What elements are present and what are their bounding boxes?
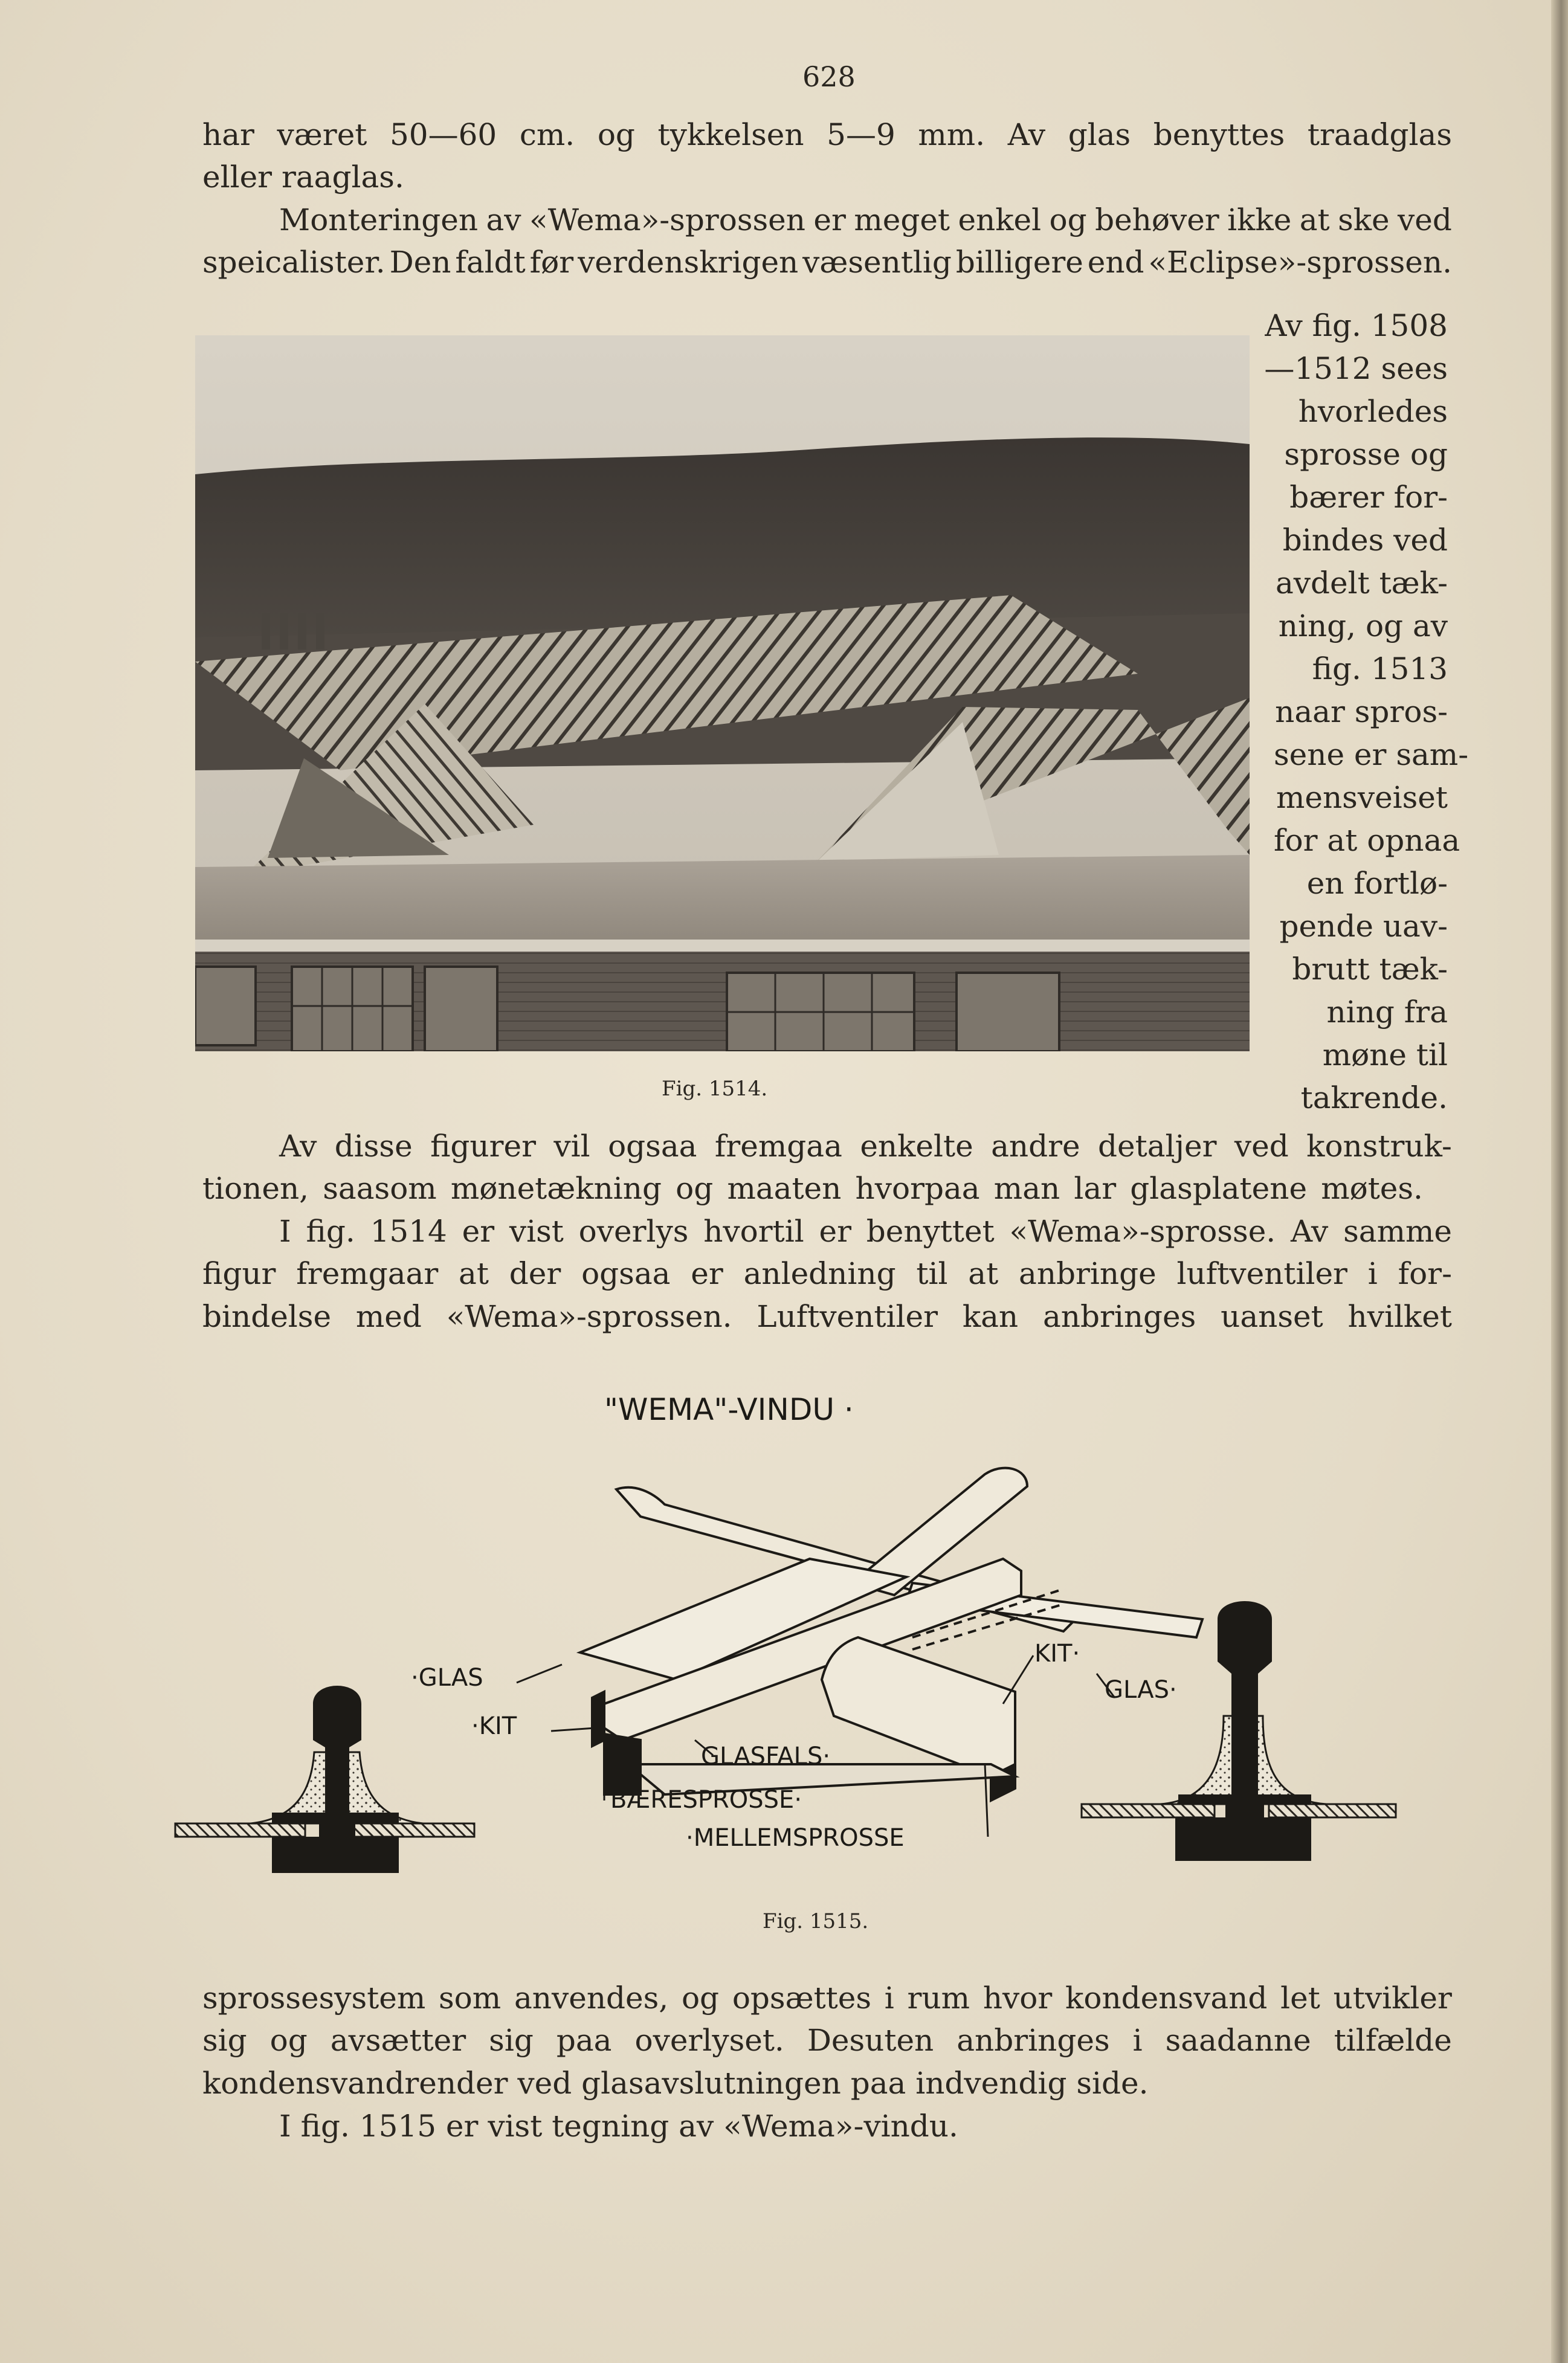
sidebar-line: brutt tæk- [1292, 952, 1448, 987]
word: lar [1074, 1171, 1117, 1206]
word: anledning [743, 1256, 896, 1291]
text-line [202, 1252, 1452, 1295]
word: anbringes [957, 2023, 1110, 2058]
word: sig [202, 2023, 247, 2058]
word: at [968, 1256, 999, 1291]
label-kit-right: KIT· [1034, 1640, 1080, 1668]
sidebar-line: for at opnaa [1274, 823, 1460, 858]
word: kan [962, 1299, 1019, 1334]
word: ogsaa [581, 1256, 671, 1291]
word: andre [991, 1129, 1080, 1164]
word: luftventiler [1176, 1256, 1347, 1291]
word: anbringes [1042, 1299, 1196, 1334]
word: fremgaa [714, 1129, 842, 1164]
cross-section-right [1082, 1601, 1396, 1861]
word: samme [1343, 1214, 1452, 1249]
text-line [279, 199, 1452, 241]
word: «Wema»-sprossen [529, 202, 805, 237]
sidebar-line: mensveiset [1276, 780, 1448, 815]
word: mønetækning [450, 1171, 662, 1206]
word: med [355, 1299, 422, 1334]
word: for- [1398, 1256, 1452, 1291]
word: faldt [455, 245, 526, 280]
sidebar-line: ning fra [1326, 995, 1448, 1030]
word: til [916, 1256, 948, 1291]
word: Av [1007, 117, 1046, 152]
text-line [202, 1167, 1423, 1210]
sidebar-line: —1512 sees [1264, 351, 1448, 386]
word: før [529, 245, 574, 280]
word: Av [1290, 1214, 1329, 1249]
word: traadglas [1307, 117, 1452, 152]
word: som [439, 1981, 502, 2016]
word: er [819, 1214, 852, 1249]
label-kit-left: ·KIT [471, 1712, 517, 1740]
word: saadanne [1165, 2023, 1311, 2058]
word: bindelse [202, 1299, 332, 1334]
word: sig [489, 2023, 534, 2058]
word: er [813, 202, 846, 237]
word: 1514 [370, 1214, 447, 1249]
sidebar-line: Av fig. 1508 [1265, 308, 1448, 343]
word: enkel [958, 202, 1042, 237]
word: Av [279, 1129, 317, 1164]
word: man [993, 1171, 1060, 1206]
word: at [459, 1256, 489, 1291]
word: billigere [955, 245, 1083, 280]
word: opsættes [732, 1981, 872, 2016]
word: i [1132, 2023, 1143, 2058]
word: og [597, 117, 635, 152]
word: ogsaa [608, 1129, 697, 1164]
word: Luftventiler [757, 1299, 938, 1334]
word: I [279, 1214, 291, 1249]
word: figur [202, 1256, 276, 1291]
word: end [1087, 245, 1144, 280]
word: ved [1398, 202, 1452, 237]
word: disse [334, 1129, 413, 1164]
sidebar-line: takrende. [1300, 1080, 1448, 1115]
text-line [279, 1210, 1452, 1252]
word: Desuten [807, 2023, 934, 2058]
word: fig. [306, 1214, 355, 1249]
word: ikke [1227, 202, 1292, 237]
label-glas-right: GLAS· [1105, 1676, 1177, 1704]
word: meget [854, 202, 950, 237]
word: glas [1068, 117, 1131, 152]
word: vil [553, 1129, 590, 1164]
word: været [277, 117, 367, 152]
word: er [691, 1256, 723, 1291]
text-line [202, 114, 1452, 156]
word: hvilket [1347, 1299, 1452, 1334]
word: «Wema»-sprosse. [1009, 1214, 1276, 1249]
text-line: eller raaglas. [202, 160, 404, 195]
cross-section-left [175, 1686, 474, 1873]
sidebar-line: bindes ved [1282, 523, 1448, 558]
label-baeresprosse: BÆRESPROSSE· [610, 1786, 802, 1814]
sidebar-line: fig. 1513 [1312, 651, 1448, 686]
sidebar-line: møne til [1322, 1037, 1448, 1072]
fig-1514-photo [195, 335, 1250, 1051]
word: behøver [1095, 202, 1219, 237]
word: fremgaar [296, 1256, 439, 1291]
word: at [1299, 202, 1330, 237]
text-line [279, 1125, 1452, 1167]
word: avsætter [330, 2023, 466, 2058]
text-line [202, 241, 1452, 283]
word: tilfælde [1334, 2023, 1452, 2058]
word: Den [389, 245, 451, 280]
word: utvikler [1333, 1981, 1452, 2016]
word: er [462, 1214, 495, 1249]
word: konstruk- [1306, 1129, 1452, 1164]
word: ved [1234, 1129, 1289, 1164]
word: væsentlig [802, 245, 952, 280]
text-line [202, 2019, 1452, 2062]
word: tionen, [202, 1171, 309, 1206]
word: detaljer [1098, 1129, 1217, 1164]
word: saasom [323, 1171, 437, 1206]
book-edge [1551, 0, 1568, 2363]
sidebar-line: hvorledes [1298, 394, 1448, 429]
word: «Eclipse»-sprossen. [1148, 245, 1452, 280]
sidebar-line: ning, og av [1278, 608, 1448, 643]
word: 50—60 [390, 117, 497, 152]
word: i [884, 1981, 894, 2016]
word: mm. [918, 117, 986, 152]
word: og [681, 1981, 720, 2016]
word: enkelte [860, 1129, 973, 1164]
word: benyttes [1153, 117, 1285, 152]
word: og [676, 1171, 714, 1206]
word: hvor [982, 1981, 1053, 2016]
word: uanset [1221, 1299, 1323, 1334]
label-mellemsprosse: ·MELLEMSPROSSE [686, 1824, 905, 1852]
word: i [1367, 1256, 1378, 1291]
word: tykkelsen [657, 117, 804, 152]
word: speicalister. [202, 245, 386, 280]
word: let [1280, 1981, 1320, 2016]
sidebar-line: pende uav- [1279, 909, 1448, 944]
fig-1515-caption: Fig. 1515. [763, 1909, 869, 1933]
word: cm. [519, 117, 575, 152]
text-line [202, 1295, 1452, 1338]
word: og [269, 2023, 308, 2058]
isometric-view [580, 1468, 1202, 1800]
text-line: kondensvandrender ved glasavslutningen paa indvendig side. [202, 2066, 1149, 2101]
word: møtes. [1321, 1171, 1423, 1206]
sidebar-line: bærer for- [1289, 480, 1448, 515]
word: og [1049, 202, 1087, 237]
word: overlys [578, 1214, 689, 1249]
sidebar-line: en fortlø- [1306, 866, 1448, 901]
word: sprossesystem [202, 1981, 426, 2016]
sidebar-text [1264, 305, 1469, 1120]
fig-1515-diagram [169, 1378, 1468, 1909]
word: hvorpaa [855, 1171, 980, 1206]
word: verdenskrigen [578, 245, 799, 280]
word: har [202, 117, 254, 152]
word: Monteringen [279, 202, 479, 237]
text-line: I fig. 1515 er vist tegning av «Wema»-vindu. [279, 2109, 958, 2144]
text-line [202, 1977, 1452, 2019]
word: hvortil [703, 1214, 804, 1249]
word: der [509, 1256, 561, 1291]
word: av [486, 202, 521, 237]
label-glasfals: GLASFALS· [701, 1742, 831, 1770]
word: glasplatene [1130, 1171, 1308, 1206]
word: figurer [430, 1129, 537, 1164]
word: overlyset. [634, 2023, 784, 2058]
fig-1515-title: "WEMA"-VINDU · [604, 1392, 854, 1427]
label-glas-left: ·GLAS [411, 1664, 483, 1692]
word: «Wema»-sprossen. [446, 1299, 732, 1334]
word: benyttet [866, 1214, 995, 1249]
word: 5—9 [827, 117, 895, 152]
word: rum [907, 1981, 970, 2016]
word: paa [556, 2023, 612, 2058]
sidebar-line: avdelt tæk- [1275, 566, 1448, 601]
sidebar-line: naar spros- [1275, 694, 1448, 729]
fig-1514-caption: Fig. 1514. [662, 1077, 768, 1101]
word: kondensvand [1065, 1981, 1268, 2016]
sidebar-line: sprosse og [1284, 437, 1448, 472]
page-number: 628 [802, 60, 856, 93]
word: maaten [727, 1171, 842, 1206]
word: anvendes, [514, 1981, 669, 2016]
sidebar-line: sene er sam- [1274, 737, 1469, 772]
word: vist [509, 1214, 564, 1249]
word: ske [1338, 202, 1390, 237]
word: anbringe [1019, 1256, 1157, 1291]
